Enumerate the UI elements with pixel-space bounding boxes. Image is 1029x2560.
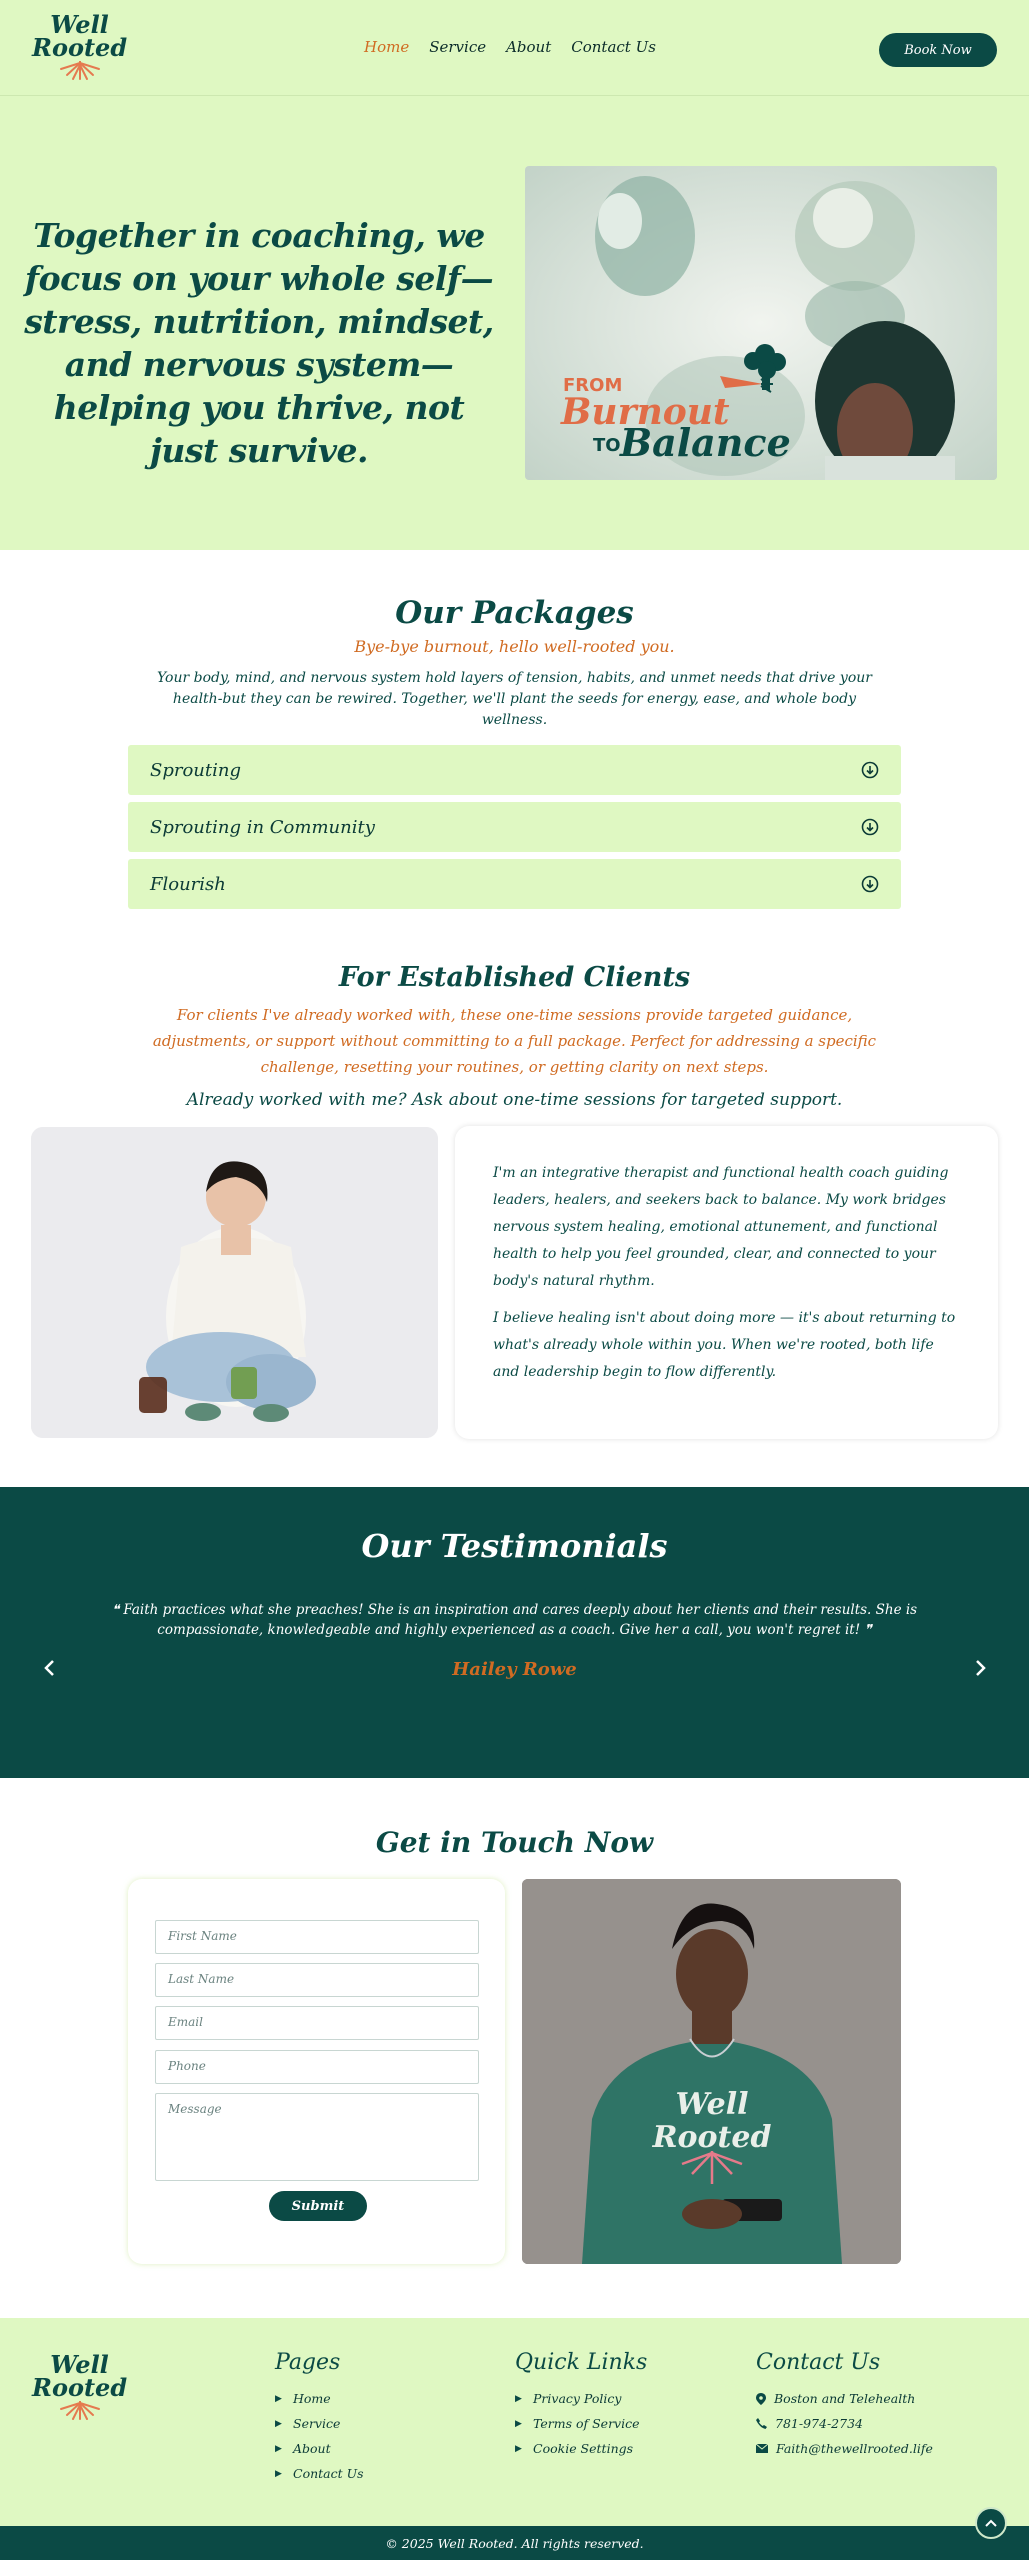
footer-contact-title: Contact Us — [756, 2350, 881, 2375]
hero-section — [0, 96, 1029, 550]
expand-circle-icon[interactable] — [861, 875, 879, 893]
footer-link-about[interactable] — [275, 2441, 364, 2456]
footer-location — [756, 2391, 933, 2406]
contact-illustration — [522, 1879, 901, 2264]
package-label: Flourish — [150, 873, 226, 895]
footer-link-label: Cookie Settings — [533, 2441, 634, 2456]
caret-right-icon: ▶ — [515, 2443, 522, 2454]
established-line: Already worked with me? Ask about one-time sessions for targeted support. — [186, 1090, 843, 1110]
chevron-up-icon — [984, 2518, 998, 2528]
testimonial-author: Hailey Rowe — [452, 1659, 577, 1680]
nav-home[interactable]: Home — [364, 38, 410, 56]
footer-link-label: Terms of Service — [533, 2416, 640, 2431]
packages-accordion — [128, 745, 901, 916]
package-sprouting[interactable] — [128, 745, 901, 795]
footer-link-contact[interactable] — [275, 2466, 364, 2481]
caret-right-icon: ▶ — [515, 2393, 522, 2404]
nav-about[interactable]: About — [506, 38, 552, 56]
hero-to-text: TO — [593, 435, 621, 456]
contact-title: Get in Touch Now — [375, 1826, 654, 1859]
caret-right-icon: ▶ — [275, 2468, 282, 2479]
message-field[interactable]: Message — [155, 2093, 479, 2181]
submit-button[interactable]: Submit — [269, 2191, 367, 2221]
contact-photo — [522, 1879, 901, 2264]
coach-illustration — [31, 1127, 438, 1438]
footer-quick-links — [515, 2350, 647, 2466]
hero-from-text: FROM — [563, 375, 623, 396]
site-footer — [0, 2318, 1029, 2526]
hero-balance-text: Balance — [620, 420, 791, 465]
nav-contact[interactable]: Contact Us — [571, 38, 656, 56]
established-title: For Established Clients — [338, 962, 691, 993]
site-header — [0, 0, 1029, 96]
footer-location-text: Boston and Telehealth — [774, 2391, 916, 2406]
caret-right-icon: ▶ — [515, 2418, 522, 2429]
footer-link-service[interactable] — [275, 2416, 364, 2431]
footer-link-label: Contact Us — [293, 2466, 364, 2481]
footer-link-label: Home — [293, 2391, 331, 2406]
shirt-logo-line2: Rooted — [652, 2120, 772, 2155]
shirt-logo-line1: Well — [675, 2087, 749, 2122]
hero-burnout-text: Burnout — [561, 391, 730, 433]
footer-pages-title: Pages — [275, 2350, 341, 2375]
testimonials-section — [0, 1487, 1029, 1778]
roots-icon — [57, 2401, 103, 2421]
caret-right-icon: ▶ — [275, 2393, 282, 2404]
footer-phone-text: 781-974-2734 — [775, 2416, 863, 2431]
location-pin-icon — [756, 2393, 766, 2405]
caret-right-icon: ▶ — [275, 2418, 282, 2429]
about-paragraph-1: I'm an integrative therapist and functional health coach guiding leaders, healers, and seekers back to balance. My work bridges nervous system healing, emotional attunement, and functional health to help you feel grounded, clear, and connected to your body's natural rhythm. — [493, 1165, 949, 1289]
footer-phone[interactable] — [756, 2416, 933, 2431]
packages-title: Our Packages — [395, 595, 634, 631]
first-name-field[interactable]: First Name — [155, 1920, 479, 1954]
scroll-to-top-button[interactable] — [975, 2507, 1007, 2539]
footer-link-privacy[interactable] — [515, 2391, 647, 2406]
logo-line1: Well — [50, 10, 109, 39]
contact-form — [128, 1879, 505, 2264]
coach-photo — [31, 1127, 438, 1438]
footer-link-terms[interactable] — [515, 2416, 647, 2431]
footer-link-label: Privacy Policy — [533, 2391, 622, 2406]
footer-logo-line1: Well — [50, 2350, 109, 2379]
chevron-right-icon[interactable] — [970, 1658, 990, 1678]
hero-image — [525, 166, 997, 480]
footer-email-text: Faith@thewellrooted.life — [776, 2441, 933, 2456]
caret-right-icon: ▶ — [275, 2443, 282, 2454]
footer-link-label: Service — [293, 2416, 341, 2431]
logo-line2: Rooted — [32, 32, 128, 62]
footer-logo-line2: Rooted — [32, 2372, 128, 2402]
expand-circle-icon[interactable] — [861, 761, 879, 779]
roots-icon — [57, 61, 103, 81]
hero-illustration — [525, 166, 997, 480]
envelope-icon — [756, 2444, 768, 2453]
packages-description: Your body, mind, and nervous system hold layers of tension, habits, and unmet needs that drive your health-but they can be rewired. Together, we'll plant the seeds for energy, ease, and whole body wellness. — [157, 670, 872, 728]
copyright-text: © 2025 Well Rooted. All rights reserved. — [385, 2536, 644, 2551]
nav-service[interactable]: Service — [429, 38, 487, 56]
package-sprouting-community[interactable] — [128, 802, 901, 852]
footer-email[interactable] — [756, 2441, 933, 2456]
hero-title: Together in coaching, we focus on your whole self—stress, nutrition, mindset, and nervous system—helping you thrive, not just survive. — [24, 216, 494, 470]
main-nav — [364, 38, 656, 56]
chevron-left-icon[interactable] — [40, 1658, 60, 1678]
footer-link-home[interactable] — [275, 2391, 364, 2406]
footer-link-label: About — [293, 2441, 331, 2456]
about-card — [455, 1126, 998, 1439]
testimonial-quote: ❝ Faith practices what she preaches! She is an inspiration and cares deeply about her clients and their results. She is compassionate, knowledgeable and highly experienced as a coach. Give her a call, you won't regret it! ❞ — [111, 1602, 918, 1638]
last-name-field[interactable]: Last Name — [155, 1963, 479, 1997]
footer-contact — [756, 2350, 933, 2466]
footer-pages — [275, 2350, 364, 2491]
copyright-bar — [0, 2526, 1029, 2560]
email-field[interactable]: Email — [155, 2006, 479, 2040]
package-label: Sprouting in Community — [150, 816, 375, 838]
testimonials-title: Our Testimonials — [361, 1527, 668, 1565]
header-logo[interactable] — [32, 10, 128, 81]
book-now-button[interactable]: Book Now — [879, 33, 997, 67]
phone-icon — [756, 2418, 767, 2429]
packages-subtitle: Bye-bye burnout, hello well-rooted you. — [354, 637, 675, 656]
expand-circle-icon[interactable] — [861, 818, 879, 836]
footer-logo[interactable] — [32, 2350, 128, 2421]
package-flourish[interactable] — [128, 859, 901, 909]
footer-quick-title: Quick Links — [515, 2350, 648, 2375]
phone-field[interactable]: Phone — [155, 2050, 479, 2084]
footer-link-cookies[interactable] — [515, 2441, 647, 2456]
package-label: Sprouting — [150, 759, 241, 781]
established-orange-text: For clients I've already worked with, these one-time sessions provide targeted guidance, adjustments, or support without committing to a full package. Perfect for addressing a specific challenge, resetting your routines, or getting clarity on next steps. — [152, 1006, 877, 1076]
about-paragraph-2: I believe healing isn't about doing more — it's about returning to what's already whole within you. When we're rooted, both life and leadership begin to flow differently. — [493, 1310, 956, 1380]
